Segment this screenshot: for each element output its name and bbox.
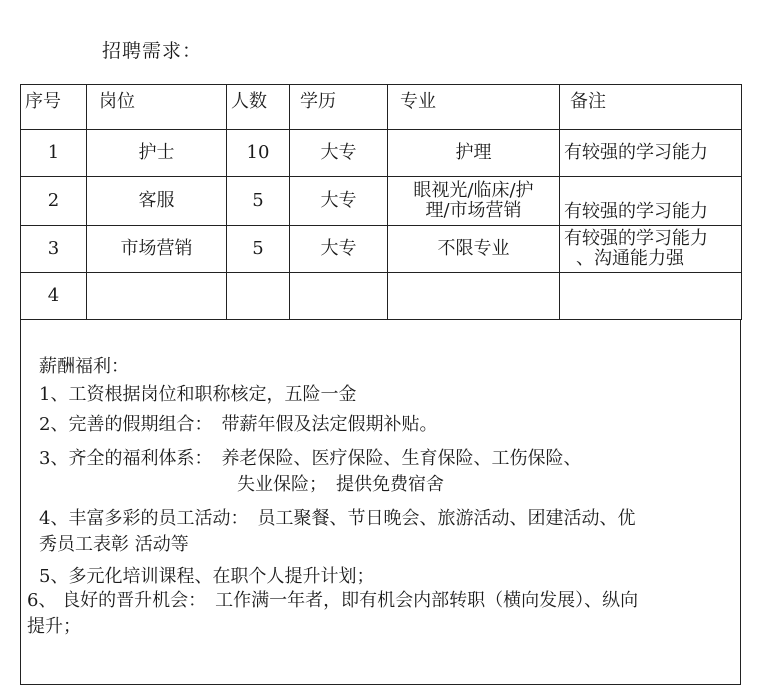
row-count: 10 [227,130,290,177]
row-no: 2 [21,177,87,226]
welfare-title: 薪酬福利： [39,356,129,377]
header-education: 学历 [290,85,388,130]
header-position-char2: 位 [117,91,135,112]
row-major [388,177,560,226]
header-note: 备注 [560,85,742,130]
row-position [87,273,227,320]
welfare-item-6-line2: 提升； [27,616,81,637]
welfare-item-4-line2: 秀员工表彰 活动等 [39,534,189,555]
welfare-item-6-line1: 6、 良好的晋升机会： 工作满一年者，即有机会内部转职（横向发展）、纵向 [27,590,639,611]
table-row [21,273,742,320]
row-major-line2: 理/市场营销 [425,200,522,221]
recruitment-table [20,84,742,320]
row-note [560,226,742,273]
welfare-item-1: 1、工资根据岗位和职称核定，五险一金 [39,384,357,405]
table-row [21,177,742,226]
header-major: 专业 [388,85,560,130]
row-note-line2: 、沟通能力强 [576,248,684,269]
row-position: 客服 [87,177,227,226]
welfare-section [20,320,741,685]
row-education: 大专 [290,226,388,273]
row-major: 护理 [388,130,560,177]
row-position: 市场营销 [87,226,227,273]
row-major [388,273,560,320]
row-note-line1: 有较强的学习能力 [564,228,708,249]
welfare-item-2: 2、完善的假期组合： 带薪年假及法定假期补贴。 [39,414,438,435]
row-position: 护士 [87,130,227,177]
row-note [560,273,742,320]
row-education: 大专 [290,177,388,226]
row-no: 1 [21,130,87,177]
table-row [21,226,742,273]
header-no: 序号 [21,85,87,130]
row-no: 3 [21,226,87,273]
row-count: 5 [227,177,290,226]
header-position-char1: 岗 [99,91,117,112]
row-major: 不限专业 [388,226,560,273]
row-note: 有较强的学习能力 [560,130,742,177]
header-count: 人数 [227,85,290,130]
table-header-row [21,85,742,130]
row-no: 4 [21,273,87,320]
recruitment-heading: 招聘需求： [102,40,203,62]
table-row [21,130,742,177]
row-count: 5 [227,226,290,273]
header-position [87,85,227,130]
row-major-line1: 眼视光/临床/护 [413,180,534,201]
row-note: 有较强的学习能力 [560,177,742,226]
welfare-item-4-line1: 4、丰富多彩的员工活动： 员工聚餐、节日晚会、旅游活动、团建活动、优 [39,508,636,529]
row-count [227,273,290,320]
row-education: 大专 [290,130,388,177]
welfare-item-5: 5、多元化培训课程、在职个人提升计划； [39,566,375,587]
welfare-item-3-line2: 失业保险； 提供免费宿舍 [237,474,444,495]
row-education [290,273,388,320]
welfare-item-3-line1: 3、齐全的福利体系： 养老保险、医疗保险、生育保险、工伤保险、 [39,448,582,469]
